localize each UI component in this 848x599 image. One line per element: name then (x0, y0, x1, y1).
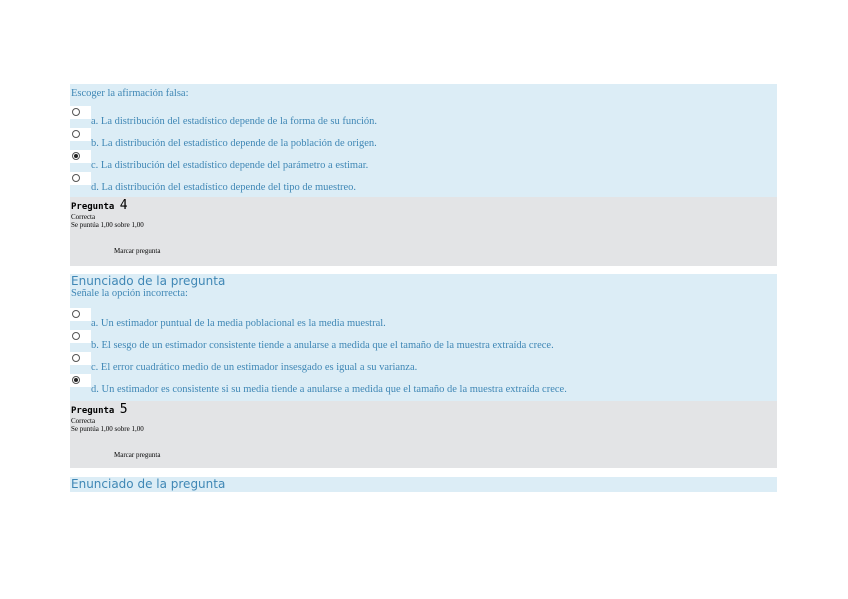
radio-button-selected[interactable] (70, 150, 91, 163)
flag-question-link[interactable]: Marcar pregunta (114, 451, 161, 459)
question-heading: Enunciado de la pregunta (71, 477, 226, 491)
question-title (70, 401, 777, 417)
radio-button[interactable] (70, 308, 91, 321)
question-number: 4 (119, 198, 128, 213)
question-3-prompt: Escoger la afirmación falsa: (71, 88, 189, 99)
question-3-content (70, 84, 777, 197)
question-score: Se puntúa 1,00 sobre 1,00 (71, 425, 144, 433)
answer-option[interactable] (70, 308, 777, 330)
question-4-content (70, 274, 777, 401)
question-4-info (70, 197, 777, 266)
question-5-info (70, 401, 777, 468)
radio-button[interactable] (70, 352, 91, 365)
answer-option[interactable] (70, 330, 777, 352)
flag-question-link[interactable]: Marcar pregunta (114, 247, 161, 255)
answer-option[interactable] (70, 150, 777, 172)
answer-option[interactable] (70, 352, 777, 374)
answer-text: b. El sesgo de un estimador consistente tiende a anularse a medida que el tamaño de la muestra extraída crece. (91, 340, 554, 351)
answer-option[interactable] (70, 374, 777, 396)
answer-text: d. Un estimador es consistente si su media tiende a anularse a medida que el tamaño de la muestra extraída crece. (91, 384, 567, 395)
quiz-review-page (70, 84, 777, 492)
question-status: Correcta (71, 417, 96, 425)
question-status: Correcta (71, 213, 96, 221)
radio-button[interactable] (70, 128, 91, 141)
radio-button[interactable] (70, 106, 91, 119)
question-number: 5 (119, 402, 128, 417)
question-label: Pregunta (71, 202, 115, 212)
radio-button[interactable] (70, 330, 91, 343)
answer-text: a. Un estimador puntual de la media poblacional es la media muestral. (91, 318, 386, 329)
question-5-content (70, 477, 777, 492)
answer-option[interactable] (70, 128, 777, 150)
answer-option[interactable] (70, 106, 777, 128)
question-score: Se puntúa 1,00 sobre 1,00 (71, 221, 144, 229)
answer-text: c. El error cuadrático medio de un estimador insesgado es igual a su varianza. (91, 362, 418, 373)
question-title (70, 197, 777, 213)
question-label: Pregunta (71, 406, 115, 416)
radio-button-selected[interactable] (70, 374, 91, 387)
answer-text: a. La distribución del estadístico depende de la forma de su función. (91, 116, 378, 127)
answer-text: d. La distribución del estadístico depende del tipo de muestreo. (91, 182, 357, 193)
radio-button[interactable] (70, 172, 91, 185)
answer-text: c. La distribución del estadístico depende del parámetro a estimar. (91, 160, 369, 171)
question-heading: Enunciado de la pregunta (71, 274, 226, 288)
answer-option[interactable] (70, 172, 777, 194)
question-4-prompt: Señale la opción incorrecta: (71, 288, 188, 299)
answer-text: b. La distribución del estadístico depende de la población de origen. (91, 138, 377, 149)
